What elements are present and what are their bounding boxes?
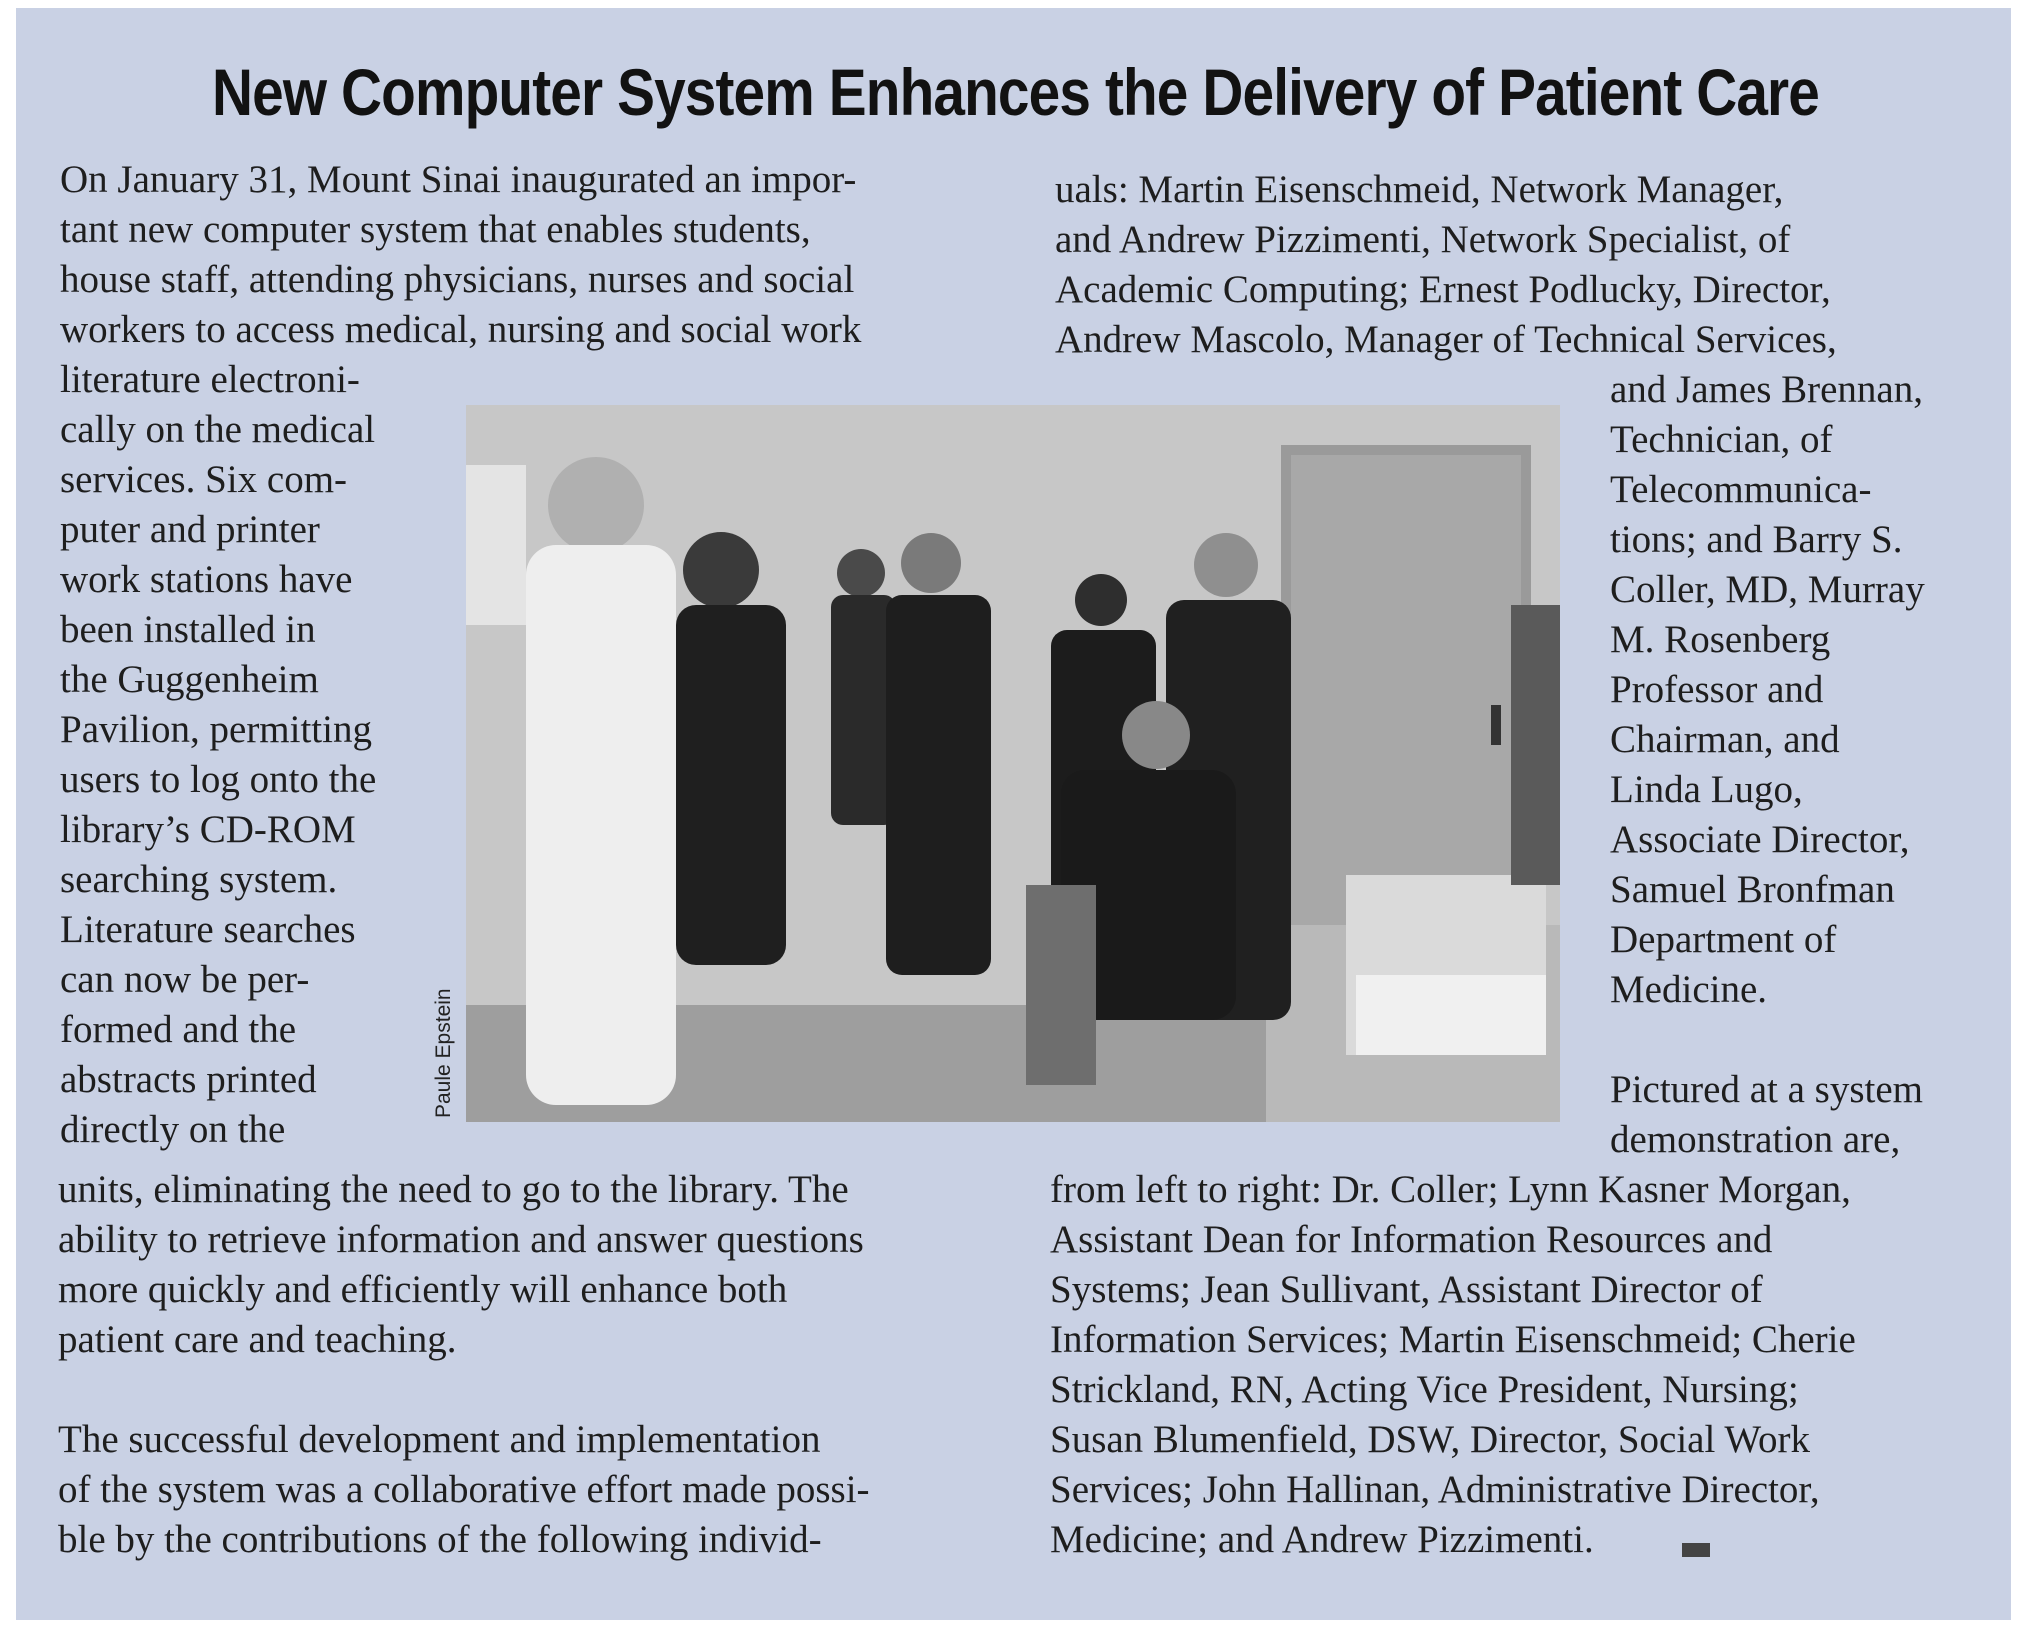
body-line: Information Services; Martin Eisenschmeid; Cherie: [1050, 1318, 1856, 1361]
body-line: Academic Computing; Ernest Podlucky, Director,: [1055, 268, 1831, 311]
body-line: Literature searches: [60, 908, 356, 951]
body-line: ble by the contributions of the following individ-: [58, 1518, 822, 1561]
body-line: Linda Lugo,: [1610, 768, 1803, 811]
body-line: from left to right: Dr. Coller; Lynn Kasner Morgan,: [1050, 1168, 1851, 1211]
body-line: Strickland, RN, Acting Vice President, Nursing;: [1050, 1368, 1799, 1411]
body-line: Coller, MD, Murray: [1610, 568, 1925, 611]
body-line: and Andrew Pizzimenti, Network Specialist, of: [1055, 218, 1791, 261]
demonstration-photo: [466, 405, 1560, 1122]
body-line: cally on the medical: [60, 408, 376, 451]
body-line: house staff, attending physicians, nurses and social: [60, 258, 855, 301]
body-line: Associate Director,: [1610, 818, 1910, 861]
body-line: services. Six com-: [60, 458, 348, 501]
body-line: users to log onto the: [60, 758, 377, 801]
body-line: Pavilion, permitting: [60, 708, 372, 751]
article-title: New Computer System Enhances the Delivery of Patient Care: [211, 55, 1819, 129]
body-line: ability to retrieve information and answer questions: [58, 1218, 864, 1261]
body-line: demonstration are,: [1610, 1118, 1901, 1161]
body-line: the Guggenheim: [60, 658, 319, 701]
body-line: Services; John Hallinan, Administrative Director,: [1050, 1468, 1820, 1511]
body-line: puter and printer: [60, 508, 320, 551]
body-line: and James Brennan,: [1610, 368, 1923, 411]
body-line: more quickly and efficiently will enhance both: [58, 1268, 788, 1311]
body-line: searching system.: [60, 858, 338, 901]
body-line: tions; and Barry S.: [1610, 518, 1903, 561]
body-line: Andrew Mascolo, Manager of Technical Services,: [1055, 318, 1837, 361]
body-line: literature electroni-: [60, 358, 360, 401]
body-line: uals: Martin Eisenschmeid, Network Manager,: [1055, 168, 1784, 211]
body-line: Chairman, and: [1610, 718, 1840, 761]
body-line: Medicine; and Andrew Pizzimenti.: [1050, 1518, 1594, 1561]
body-line: Department of: [1610, 918, 1837, 961]
body-line: library’s CD-ROM: [60, 808, 356, 851]
body-line: Medicine.: [1610, 968, 1768, 1011]
body-line: directly on the: [60, 1108, 286, 1151]
body-line: Systems; Jean Sullivant, Assistant Director of: [1050, 1268, 1763, 1311]
body-line: Pictured at a system: [1610, 1068, 1924, 1111]
photo-credit: Paule Epstein: [432, 988, 455, 1118]
body-line: Samuel Bronfman: [1610, 868, 1895, 911]
body-line: On January 31, Mount Sinai inaugurated an impor-: [60, 158, 857, 201]
body-line: Professor and: [1610, 668, 1824, 711]
body-line: workers to access medical, nursing and social work: [60, 308, 862, 351]
body-line: can now be per-: [60, 958, 310, 1001]
body-line: Susan Blumenfield, DSW, Director, Social Work: [1050, 1418, 1811, 1461]
body-line: tant new computer system that enables students,: [60, 208, 811, 251]
body-line: Telecommunica-: [1610, 468, 1872, 511]
body-line: Technician, of: [1610, 418, 1833, 461]
body-line: M. Rosenberg: [1610, 618, 1831, 661]
body-line: Assistant Dean for Information Resources and: [1050, 1218, 1773, 1261]
body-line: abstracts printed: [60, 1058, 317, 1101]
body-line: The successful development and implementation: [58, 1418, 821, 1461]
body-line: units, eliminating the need to go to the library. The: [58, 1168, 849, 1211]
body-line: work stations have: [60, 558, 353, 601]
body-line: of the system was a collaborative effort made possi-: [58, 1468, 870, 1511]
end-of-article-mark: [1682, 1543, 1710, 1557]
body-line: been installed in: [60, 608, 316, 651]
body-line: patient care and teaching.: [58, 1318, 457, 1361]
body-line: formed and the: [60, 1008, 297, 1051]
